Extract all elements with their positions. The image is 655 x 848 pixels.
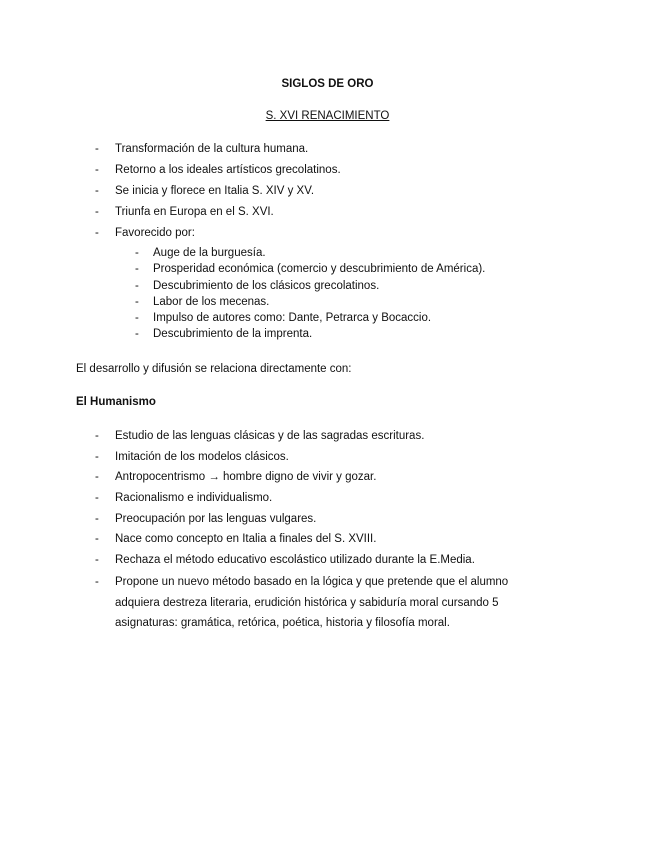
list-item: - Imitación de los modelos clásicos. bbox=[115, 448, 545, 469]
renacimiento-list bbox=[115, 140, 545, 245]
humanismo-heading: El Humanismo bbox=[76, 396, 156, 408]
sub-list-item: - Impulso de autores como: Dante, Petrarca y Bocaccio. bbox=[153, 310, 485, 326]
sub-list-item: - Prosperidad económica (comercio y descubrimiento de América). bbox=[153, 261, 485, 277]
list-item: - Racionalismo e individualismo. bbox=[115, 489, 545, 510]
section-subtitle: S. XVI RENACIMIENTO bbox=[265, 110, 390, 122]
sub-list-item: - Descubrimiento de los clásicos grecolatinos. bbox=[153, 278, 485, 294]
list-item: - Nace como concepto en Italia a finales del S. XVIII. bbox=[115, 530, 545, 551]
humanismo-list bbox=[115, 427, 545, 634]
list-item: - Transformación de la cultura humana. bbox=[115, 140, 545, 161]
document-title: SIGLOS DE ORO bbox=[281, 78, 374, 90]
intro-paragraph: El desarrollo y difusión se relaciona directamente con: bbox=[76, 363, 352, 375]
favorecido-por-list bbox=[153, 245, 485, 343]
list-item: - Estudio de las lenguas clásicas y de las sagradas escrituras. bbox=[115, 427, 545, 448]
list-item: - Preocupación por las lenguas vulgares. bbox=[115, 510, 545, 531]
list-item: - Antropocentrismo → hombre digno de vivir y gozar. bbox=[115, 468, 545, 489]
list-item: - Triunfa en Europa en el S. XVI. bbox=[115, 203, 545, 224]
sub-list-item: - Labor de los mecenas. bbox=[153, 294, 485, 310]
list-item: - Se inicia y florece en Italia S. XIV y XV. bbox=[115, 182, 545, 203]
list-item: - Rechaza el método educativo escolástico utilizado durante la E.Media. bbox=[115, 551, 545, 572]
list-item: - Favorecido por: bbox=[115, 224, 545, 245]
sub-list-item: - Auge de la burguesía. bbox=[153, 245, 485, 261]
list-item: - Retorno a los ideales artísticos grecolatinos. bbox=[115, 161, 545, 182]
list-item: - Propone un nuevo método basado en la lógica y que pretende que el alumno adquiera destreza literaria, erudición histórica y sabiduría moral cursando 5 asignaturas: gramática, retórica, poética, historia y filosofía moral. bbox=[115, 572, 545, 634]
sub-list-item: - Descubrimiento de la imprenta. bbox=[153, 326, 485, 342]
